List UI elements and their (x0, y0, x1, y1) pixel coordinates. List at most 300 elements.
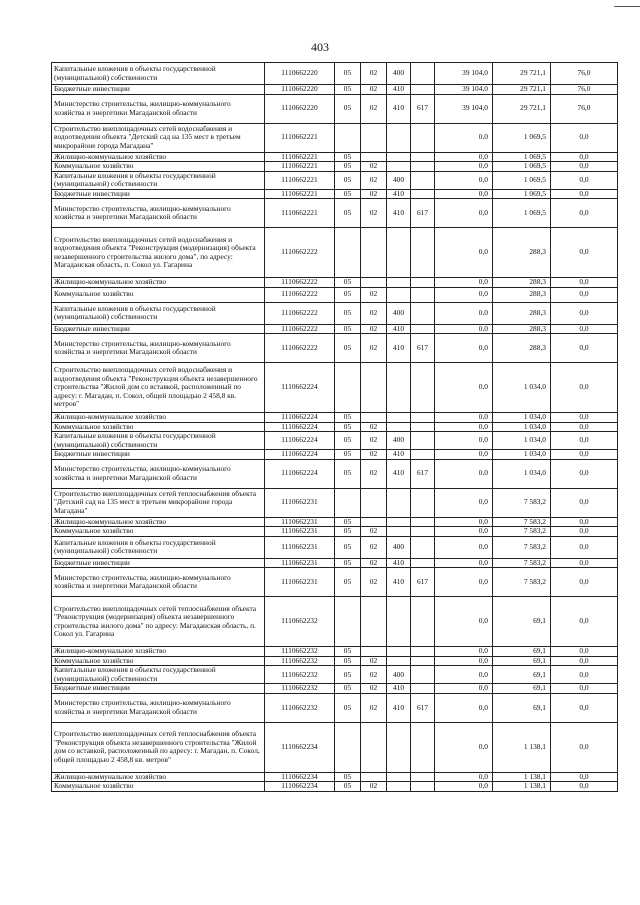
cell-code: 1110662231 (265, 536, 335, 558)
cell-section: 05 (335, 684, 361, 694)
cell-code: 1110662234 (265, 722, 335, 772)
cell-subsection: 02 (361, 666, 387, 684)
cell-section: 05 (335, 287, 361, 302)
cell-subsection: 02 (361, 334, 387, 363)
cell-subsection (361, 647, 387, 657)
cell-subsection: 02 (361, 85, 387, 95)
cell-subsection: 02 (361, 558, 387, 568)
cell-subsection: 02 (361, 302, 387, 324)
cell-expense-type (387, 162, 411, 172)
cell-code: 1110662224 (265, 459, 335, 488)
cell-name: Строительство внеплощадочных сетей водоснабжения и водоотведения объекта "Реконструкция (модернизация) объекта незавершенного строительства жилого дома", по адресу: Магаданская область, п. Сокол ул. Гагарина (52, 228, 265, 278)
cell-grbs (411, 527, 435, 537)
cell-name: Строительство внеплощадочных сетей теплоснабжения объекта "Реконструкция объекта незавершенного строительства "Жилой дом со вставкой, расположенный по адресу: г. Магадан, п. Сокол, общей площадью 2 458,8 кв. метров" (52, 722, 265, 772)
cell-plan: 0,0 (435, 334, 493, 363)
cell-name: Жилищно-коммунальное хозяйство (52, 517, 265, 527)
cell-percent: 0,0 (551, 666, 618, 684)
cell-section: 05 (335, 162, 361, 172)
cell-fact: 7 583,2 (493, 527, 551, 537)
cell-code: 1110662231 (265, 517, 335, 527)
cell-subsection (361, 517, 387, 527)
cell-expense-type: 410 (387, 334, 411, 363)
cell-name: Коммунальное хозяйство (52, 527, 265, 537)
cell-fact: 69,1 (493, 666, 551, 684)
cell-code: 1110662232 (265, 656, 335, 666)
cell-section: 05 (335, 324, 361, 334)
cell-expense-type: 400 (387, 302, 411, 324)
cell-name: Министерство строительства, жилищно-коммунального хозяйства и энергетики Магаданской области (52, 693, 265, 722)
cell-percent: 76,0 (551, 63, 618, 85)
table-row (52, 459, 618, 488)
cell-section: 05 (335, 334, 361, 363)
cell-grbs (411, 302, 435, 324)
cell-percent: 0,0 (551, 413, 618, 423)
cell-percent: 0,0 (551, 324, 618, 334)
table-row (52, 693, 618, 722)
cell-grbs (411, 152, 435, 162)
cell-code: 1110662232 (265, 684, 335, 694)
table-row (52, 666, 618, 684)
cell-plan: 0,0 (435, 324, 493, 334)
cell-plan: 0,0 (435, 152, 493, 162)
cell-code: 1110662221 (265, 162, 335, 172)
cell-expense-type (387, 413, 411, 423)
cell-expense-type (387, 722, 411, 772)
table-row (52, 324, 618, 334)
cell-name: Бюджетные инвестиции (52, 558, 265, 568)
cell-plan: 0,0 (435, 558, 493, 568)
cell-section (335, 488, 361, 517)
cell-plan: 0,0 (435, 459, 493, 488)
cell-grbs (411, 432, 435, 450)
cell-section: 05 (335, 63, 361, 85)
cell-percent: 0,0 (551, 597, 618, 647)
table-row (52, 568, 618, 597)
cell-percent: 0,0 (551, 656, 618, 666)
cell-subsection: 02 (361, 782, 387, 792)
cell-code: 1110662231 (265, 558, 335, 568)
cell-grbs (411, 123, 435, 152)
cell-fact: 69,1 (493, 647, 551, 657)
cell-plan: 0,0 (435, 199, 493, 228)
cell-name: Коммунальное хозяйство (52, 162, 265, 172)
cell-code: 1110662224 (265, 413, 335, 423)
cell-percent: 0,0 (551, 450, 618, 460)
cell-fact: 1 069,5 (493, 171, 551, 189)
cell-subsection (361, 228, 387, 278)
cell-fact: 1 069,5 (493, 199, 551, 228)
cell-fact: 7 583,2 (493, 568, 551, 597)
cell-fact: 1 034,0 (493, 450, 551, 460)
cell-subsection (361, 278, 387, 288)
cell-name: Капитальные вложения в объекты государственной (муниципальной) собственности (52, 432, 265, 450)
cell-code: 1110662224 (265, 363, 335, 413)
cell-subsection: 02 (361, 324, 387, 334)
cell-plan: 0,0 (435, 517, 493, 527)
cell-expense-type: 400 (387, 536, 411, 558)
cell-expense-type (387, 772, 411, 782)
cell-code: 1110662231 (265, 488, 335, 517)
cell-fact: 69,1 (493, 684, 551, 694)
cell-grbs (411, 666, 435, 684)
cell-expense-type (387, 527, 411, 537)
cell-code: 1110662224 (265, 422, 335, 432)
cell-fact: 288,3 (493, 287, 551, 302)
cell-section: 05 (335, 459, 361, 488)
cell-grbs (411, 422, 435, 432)
cell-section (335, 597, 361, 647)
cell-expense-type (387, 782, 411, 792)
cell-percent: 0,0 (551, 772, 618, 782)
cell-code: 1110662221 (265, 171, 335, 189)
cell-plan: 0,0 (435, 693, 493, 722)
cell-section: 05 (335, 450, 361, 460)
table-row (52, 772, 618, 782)
cell-expense-type: 410 (387, 693, 411, 722)
cell-grbs (411, 597, 435, 647)
cell-fact: 1 034,0 (493, 459, 551, 488)
cell-percent: 0,0 (551, 152, 618, 162)
cell-percent: 0,0 (551, 123, 618, 152)
cell-subsection: 02 (361, 422, 387, 432)
cell-expense-type (387, 363, 411, 413)
cell-plan: 0,0 (435, 450, 493, 460)
cell-fact: 1 138,1 (493, 782, 551, 792)
table-row (52, 334, 618, 363)
cell-code: 1110662222 (265, 287, 335, 302)
cell-grbs: 617 (411, 334, 435, 363)
cell-percent: 76,0 (551, 85, 618, 95)
table-row (52, 278, 618, 288)
cell-fact: 1 069,5 (493, 123, 551, 152)
cell-subsection (361, 772, 387, 782)
cell-grbs: 617 (411, 693, 435, 722)
cell-grbs (411, 162, 435, 172)
cell-section: 05 (335, 536, 361, 558)
cell-name: Коммунальное хозяйство (52, 287, 265, 302)
cell-plan: 0,0 (435, 666, 493, 684)
cell-percent: 0,0 (551, 189, 618, 199)
cell-name: Министерство строительства, жилищно-коммунального хозяйства и энергетики Магаданской области (52, 94, 265, 123)
cell-plan: 0,0 (435, 123, 493, 152)
cell-expense-type (387, 152, 411, 162)
cell-subsection: 02 (361, 189, 387, 199)
table-row (52, 527, 618, 537)
cell-plan: 39 104,0 (435, 94, 493, 123)
cell-grbs (411, 558, 435, 568)
cell-subsection (361, 152, 387, 162)
cell-section: 05 (335, 782, 361, 792)
table-row (52, 363, 618, 413)
cell-fact: 288,3 (493, 278, 551, 288)
cell-code: 1110662234 (265, 782, 335, 792)
cell-name: Строительство внеплощадочных сетей теплоснабжения объекта "Реконструкция (модернизация) объекта незавершенного строительства жилого дома" по адресу: Магаданская область, п. Сокол ул. Гагарина (52, 597, 265, 647)
cell-section: 05 (335, 199, 361, 228)
cell-fact: 1 034,0 (493, 363, 551, 413)
cell-section: 05 (335, 656, 361, 666)
table-body (52, 63, 618, 792)
cell-fact: 7 583,2 (493, 536, 551, 558)
cell-expense-type: 410 (387, 459, 411, 488)
cell-subsection: 02 (361, 171, 387, 189)
cell-code: 1110662220 (265, 94, 335, 123)
cell-percent: 0,0 (551, 459, 618, 488)
table-row (52, 162, 618, 172)
cell-section: 05 (335, 85, 361, 95)
cell-section (335, 722, 361, 772)
cell-section: 05 (335, 527, 361, 537)
cell-name: Жилищно-коммунальное хозяйство (52, 647, 265, 657)
cell-plan: 0,0 (435, 772, 493, 782)
cell-section: 05 (335, 413, 361, 423)
cell-grbs (411, 782, 435, 792)
cell-percent: 0,0 (551, 558, 618, 568)
cell-name: Бюджетные инвестиции (52, 684, 265, 694)
table-row (52, 684, 618, 694)
cell-name: Министерство строительства, жилищно-коммунального хозяйства и энергетики Магаданской области (52, 199, 265, 228)
cell-subsection (361, 363, 387, 413)
cell-plan: 0,0 (435, 536, 493, 558)
cell-fact: 288,3 (493, 334, 551, 363)
cell-name: Коммунальное хозяйство (52, 782, 265, 792)
cell-name: Капитальные вложения в объекты государственной (муниципальной) собственности (52, 171, 265, 189)
cell-section: 05 (335, 772, 361, 782)
table-row (52, 85, 618, 95)
table-row (52, 63, 618, 85)
cell-expense-type: 410 (387, 568, 411, 597)
cell-expense-type: 410 (387, 450, 411, 460)
table-row (52, 287, 618, 302)
cell-fact: 29 721,1 (493, 85, 551, 95)
cell-code: 1110662220 (265, 63, 335, 85)
cell-percent: 0,0 (551, 422, 618, 432)
cell-percent: 0,0 (551, 527, 618, 537)
cell-subsection (361, 123, 387, 152)
cell-section: 05 (335, 189, 361, 199)
cell-name: Бюджетные инвестиции (52, 189, 265, 199)
cell-grbs (411, 488, 435, 517)
cell-section: 05 (335, 558, 361, 568)
cell-plan: 0,0 (435, 432, 493, 450)
cell-name: Строительство внеплощадочных сетей водоснабжения и водоотведения объекта "Реконструкция объекта незавершенного строительства "Жилой дом со вставкой, расположенный по адресу: г. Магадан, п. Сокол, общей площадью 2 458,8 кв. метров" (52, 363, 265, 413)
table-row (52, 536, 618, 558)
cell-percent: 0,0 (551, 287, 618, 302)
cell-percent: 0,0 (551, 162, 618, 172)
cell-plan: 0,0 (435, 656, 493, 666)
cell-section: 05 (335, 94, 361, 123)
cell-code: 1110662231 (265, 527, 335, 537)
cell-name: Жилищно-коммунальное хозяйство (52, 278, 265, 288)
cell-percent: 0,0 (551, 302, 618, 324)
cell-fact: 69,1 (493, 693, 551, 722)
cell-grbs (411, 63, 435, 85)
cell-expense-type (387, 123, 411, 152)
cell-grbs (411, 171, 435, 189)
cell-fact: 69,1 (493, 597, 551, 647)
cell-subsection: 02 (361, 693, 387, 722)
cell-percent: 0,0 (551, 693, 618, 722)
table-row (52, 94, 618, 123)
cell-percent: 0,0 (551, 171, 618, 189)
cell-code: 1110662222 (265, 228, 335, 278)
cell-section (335, 123, 361, 152)
table-row (52, 228, 618, 278)
cell-section: 05 (335, 171, 361, 189)
cell-subsection: 02 (361, 527, 387, 537)
cell-percent: 0,0 (551, 488, 618, 517)
cell-plan: 0,0 (435, 527, 493, 537)
cell-section (335, 363, 361, 413)
cell-grbs (411, 324, 435, 334)
cell-percent: 0,0 (551, 199, 618, 228)
cell-code: 1110662220 (265, 85, 335, 95)
table-row (52, 302, 618, 324)
table-row (52, 413, 618, 423)
cell-plan: 0,0 (435, 782, 493, 792)
table-row (52, 422, 618, 432)
cell-expense-type (387, 287, 411, 302)
cell-fact: 29 721,1 (493, 94, 551, 123)
cell-grbs: 617 (411, 459, 435, 488)
cell-plan: 39 104,0 (435, 63, 493, 85)
table-row (52, 722, 618, 772)
cell-plan: 0,0 (435, 597, 493, 647)
cell-plan: 0,0 (435, 568, 493, 597)
cell-fact: 1 034,0 (493, 413, 551, 423)
cell-fact: 288,3 (493, 324, 551, 334)
cell-fact: 7 583,2 (493, 558, 551, 568)
cell-subsection: 02 (361, 432, 387, 450)
cell-subsection: 02 (361, 568, 387, 597)
cell-name: Капитальные вложения в объекты государственной (муниципальной) собственности (52, 536, 265, 558)
cell-code: 1110662221 (265, 123, 335, 152)
cell-expense-type (387, 278, 411, 288)
cell-plan: 0,0 (435, 302, 493, 324)
cell-grbs (411, 647, 435, 657)
cell-percent: 0,0 (551, 722, 618, 772)
cell-expense-type: 400 (387, 666, 411, 684)
cell-expense-type: 410 (387, 94, 411, 123)
cell-code: 1110662231 (265, 568, 335, 597)
cell-subsection (361, 597, 387, 647)
cell-percent: 0,0 (551, 517, 618, 527)
cell-plan: 0,0 (435, 647, 493, 657)
table-row (52, 656, 618, 666)
table-row (52, 558, 618, 568)
table-row (52, 171, 618, 189)
cell-fact: 29 721,1 (493, 63, 551, 85)
cell-expense-type (387, 422, 411, 432)
cell-grbs (411, 228, 435, 278)
cell-plan: 0,0 (435, 684, 493, 694)
cell-plan: 0,0 (435, 413, 493, 423)
cell-name: Капитальные вложения в объекты государственной (муниципальной) собственности (52, 63, 265, 85)
cell-percent: 0,0 (551, 334, 618, 363)
cell-percent: 0,0 (551, 568, 618, 597)
cell-fact: 1 138,1 (493, 772, 551, 782)
cell-code: 1110662224 (265, 432, 335, 450)
cell-grbs (411, 363, 435, 413)
cell-code: 1110662222 (265, 278, 335, 288)
cell-code: 1110662222 (265, 324, 335, 334)
cell-grbs (411, 450, 435, 460)
cell-grbs (411, 656, 435, 666)
cell-grbs (411, 85, 435, 95)
budget-table (51, 62, 618, 792)
cell-expense-type: 410 (387, 189, 411, 199)
cell-section: 05 (335, 432, 361, 450)
cell-expense-type: 410 (387, 324, 411, 334)
cell-grbs: 617 (411, 94, 435, 123)
cell-plan: 0,0 (435, 278, 493, 288)
cell-name: Бюджетные инвестиции (52, 450, 265, 460)
cell-fact: 1 034,0 (493, 432, 551, 450)
cell-expense-type: 410 (387, 199, 411, 228)
cell-plan: 0,0 (435, 488, 493, 517)
cell-grbs (411, 684, 435, 694)
cell-percent: 0,0 (551, 536, 618, 558)
cell-fact: 1 034,0 (493, 422, 551, 432)
cell-name: Капитальные вложения в объекты государственной (муниципальной) собственности (52, 302, 265, 324)
cell-expense-type (387, 597, 411, 647)
cell-fact: 69,1 (493, 656, 551, 666)
cell-subsection: 02 (361, 684, 387, 694)
cell-section (335, 228, 361, 278)
cell-grbs (411, 287, 435, 302)
cell-section: 05 (335, 666, 361, 684)
cell-code: 1110662232 (265, 647, 335, 657)
cell-name: Министерство строительства, жилищно-коммунального хозяйства и энергетики Магаданской области (52, 568, 265, 597)
cell-code: 1110662234 (265, 772, 335, 782)
cell-name: Бюджетные инвестиции (52, 85, 265, 95)
table-row (52, 517, 618, 527)
cell-expense-type (387, 647, 411, 657)
cell-subsection: 02 (361, 536, 387, 558)
cell-subsection (361, 413, 387, 423)
cell-fact: 7 583,2 (493, 488, 551, 517)
cell-name: Жилищно-коммунальное хозяйство (52, 152, 265, 162)
cell-fact: 1 069,5 (493, 162, 551, 172)
cell-code: 1110662232 (265, 597, 335, 647)
table-row (52, 782, 618, 792)
cell-percent: 0,0 (551, 278, 618, 288)
cell-section: 05 (335, 693, 361, 722)
cell-expense-type (387, 228, 411, 278)
cell-name: Жилищно-коммунальное хозяйство (52, 413, 265, 423)
cell-expense-type (387, 656, 411, 666)
cell-section: 05 (335, 422, 361, 432)
cell-section: 05 (335, 302, 361, 324)
cell-grbs (411, 536, 435, 558)
cell-plan: 0,0 (435, 189, 493, 199)
cell-fact: 1 069,5 (493, 189, 551, 199)
cell-name: Коммунальное хозяйство (52, 656, 265, 666)
cell-subsection: 02 (361, 162, 387, 172)
cell-plan: 0,0 (435, 363, 493, 413)
cell-percent: 0,0 (551, 363, 618, 413)
cell-plan: 0,0 (435, 228, 493, 278)
cell-section: 05 (335, 152, 361, 162)
cell-grbs (411, 413, 435, 423)
cell-grbs (411, 772, 435, 782)
cell-subsection (361, 722, 387, 772)
cell-name: Капитальные вложения в объекты государственной (муниципальной) собственности (52, 666, 265, 684)
cell-percent: 0,0 (551, 684, 618, 694)
cell-expense-type (387, 517, 411, 527)
cell-code: 1110662222 (265, 302, 335, 324)
cell-plan: 0,0 (435, 162, 493, 172)
table-row (52, 647, 618, 657)
